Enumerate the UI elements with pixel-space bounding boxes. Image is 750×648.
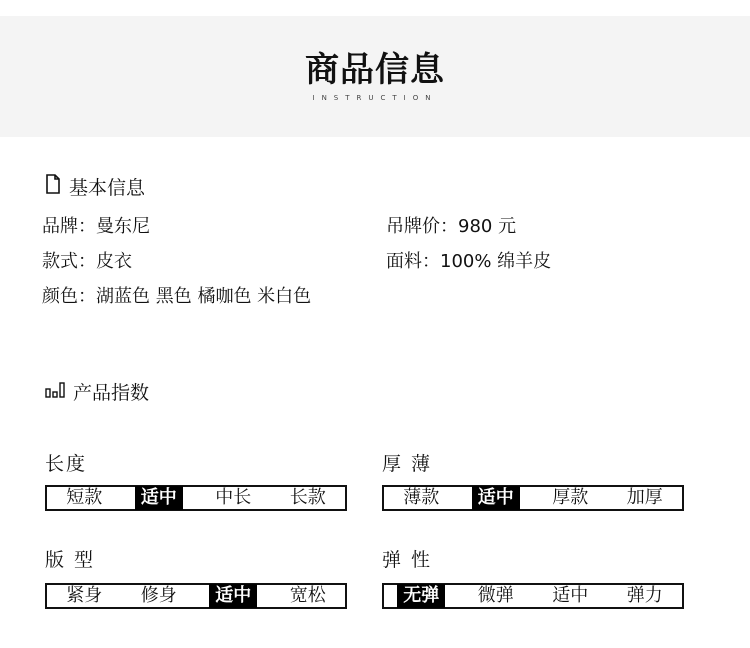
length-option-mid-long: 中长 — [215, 487, 252, 508]
material-value: 100% 绵羊皮 — [440, 251, 552, 272]
thickness-option-thin: 薄款 — [403, 487, 440, 508]
color-value: 湖蓝色 黑色 橘咖色 米白色 — [96, 286, 312, 307]
thickness-option-extra-thick: 加厚 — [626, 487, 663, 508]
style-row — [42, 247, 132, 273]
thickness-option-thick: 厚款 — [552, 487, 589, 508]
thickness-option-medium: 适中 — [472, 486, 520, 510]
page-subtitle: INSTRUCTION — [312, 94, 438, 102]
price-row — [386, 212, 516, 238]
fit-scale — [45, 583, 347, 609]
material-label: 面料： — [386, 251, 440, 272]
color-row — [42, 282, 311, 308]
fit-option-tight: 紧身 — [66, 585, 103, 606]
elasticity-scale — [382, 583, 684, 609]
fit-option-regular: 适中 — [209, 584, 257, 608]
elasticity-option-slight: 微弹 — [477, 585, 514, 606]
fit-title: 版 型 — [45, 549, 96, 571]
style-label: 款式： — [42, 251, 96, 272]
header-banner — [0, 16, 750, 137]
thickness-title: 厚 薄 — [382, 453, 433, 475]
elasticity-title: 弹 性 — [382, 549, 433, 571]
fit-option-slim: 修身 — [140, 585, 177, 606]
elasticity-option-medium: 适中 — [552, 585, 589, 606]
price-label: 吊牌价： — [386, 216, 458, 237]
elasticity-option-none: 无弹 — [397, 584, 445, 608]
page-title: 商品信息 — [305, 50, 445, 90]
brand-label: 品牌： — [42, 216, 96, 237]
thickness-scale — [382, 485, 684, 511]
length-option-long: 长款 — [289, 487, 326, 508]
fit-option-loose: 宽松 — [289, 585, 326, 606]
material-row — [386, 247, 551, 273]
length-option-short: 短款 — [66, 487, 103, 508]
color-label: 颜色： — [42, 286, 96, 307]
elasticity-option-stretch: 弹力 — [626, 585, 663, 606]
product-index-title: 产品指数 — [73, 382, 150, 404]
price-value: 980 元 — [458, 216, 517, 237]
style-value: 皮衣 — [96, 251, 132, 272]
length-option-medium: 适中 — [135, 486, 183, 510]
document-icon — [45, 174, 61, 199]
basic-info-title: 基本信息 — [69, 177, 146, 199]
brand-value: 曼东尼 — [96, 216, 150, 237]
bar-chart-icon — [45, 380, 65, 403]
product-index-heading — [45, 378, 149, 405]
length-scale — [45, 485, 347, 511]
basic-info-heading — [45, 173, 145, 200]
brand-row — [42, 212, 150, 238]
length-title: 长度 — [45, 453, 88, 475]
